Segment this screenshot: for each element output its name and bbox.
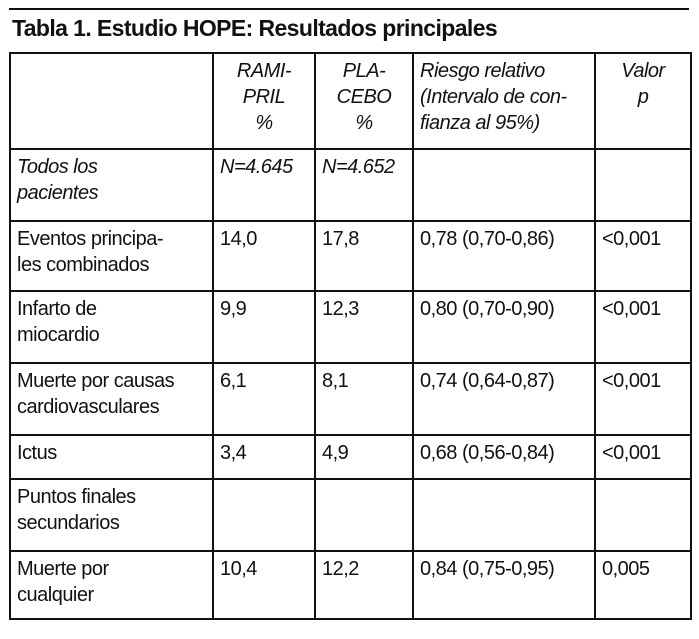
header-valor-p — [595, 53, 691, 149]
row-label-line: secundarios — [17, 512, 120, 534]
header-placebo-line: PLA- — [342, 60, 386, 82]
cell-valor: <0,001 — [595, 221, 691, 291]
header-placebo-line: % — [355, 112, 373, 134]
row-label-line: Muerte por causas — [17, 370, 175, 392]
cell-valor: <0,001 — [595, 435, 691, 479]
results-table — [9, 52, 692, 620]
cell-ramipril: 14,0 — [213, 221, 315, 291]
cell-riesgo: 0,74 (0,64-0,87) — [413, 363, 595, 435]
cell-ramipril: 6,1 — [213, 363, 315, 435]
cell-riesgo: 0,68 (0,56-0,84) — [413, 435, 595, 479]
row-label-line: cardiovasculares — [17, 396, 160, 418]
header-riesgo-line: (Intervalo de con- — [420, 86, 567, 108]
table-row — [10, 291, 691, 363]
cell-valor — [595, 149, 691, 221]
cell-placebo: 8,1 — [315, 363, 413, 435]
row-label-line: les combinados — [17, 254, 149, 276]
cell-riesgo: 0,84 (0,75-0,95) — [413, 551, 595, 619]
header-riesgo-relativo — [413, 53, 595, 149]
row-label-line: miocardio — [17, 324, 100, 346]
header-ramipril — [213, 53, 315, 149]
header-placebo-line: CEBO — [336, 86, 392, 108]
row-label — [10, 291, 213, 363]
row-label — [10, 363, 213, 435]
header-empty — [10, 53, 213, 149]
header-placebo — [315, 53, 413, 149]
cell-placebo: 12,2 — [315, 551, 413, 619]
row-label — [10, 221, 213, 291]
row-label-line: Todos los — [17, 156, 98, 178]
cell-riesgo: 0,78 (0,70-0,86) — [413, 221, 595, 291]
row-label-line: Eventos principa- — [17, 228, 164, 250]
table-row — [10, 221, 691, 291]
cell-placebo: 4,9 — [315, 435, 413, 479]
cell-riesgo — [413, 149, 595, 221]
header-ramipril-line: PRIL — [242, 86, 286, 108]
table-row — [10, 435, 691, 479]
row-label-line: cualquier — [17, 584, 94, 606]
row-label — [10, 149, 213, 221]
cell-valor — [595, 479, 691, 551]
cell-riesgo: 0,80 (0,70-0,90) — [413, 291, 595, 363]
cell-ramipril: 3,4 — [213, 435, 315, 479]
row-label — [10, 435, 213, 479]
cell-ramipril: 9,9 — [213, 291, 315, 363]
row-label — [10, 551, 213, 619]
row-label-line: Infarto de — [17, 298, 97, 320]
cell-ramipril: N=4.645 — [213, 149, 315, 221]
header-row — [10, 53, 691, 149]
table-row — [10, 551, 691, 619]
cell-valor: <0,001 — [595, 363, 691, 435]
cell-riesgo — [413, 479, 595, 551]
cell-ramipril: 10,4 — [213, 551, 315, 619]
cell-placebo: N=4.652 — [315, 149, 413, 221]
row-label-line: Puntos finales — [17, 486, 136, 508]
header-riesgo-line: Riesgo relativo — [420, 60, 545, 82]
row-label-line: pacientes — [17, 182, 99, 204]
cell-placebo — [315, 479, 413, 551]
row-label-line: Muerte por — [17, 558, 109, 580]
header-ramipril-line: RAMI- — [236, 60, 292, 82]
cell-placebo: 12,3 — [315, 291, 413, 363]
row-label-line: Ictus — [17, 442, 57, 464]
table-title: Tabla 1. Estudio HOPE: Resultados principales — [12, 15, 498, 41]
header-valor-line: Valor — [621, 60, 665, 82]
header-ramipril-line: % — [255, 112, 273, 134]
header-valor-line: p — [637, 86, 649, 108]
cell-valor: <0,001 — [595, 291, 691, 363]
top-rule — [9, 8, 689, 10]
cell-ramipril — [213, 479, 315, 551]
header-riesgo-line: fianza al 95%) — [420, 112, 540, 134]
cell-valor: 0,005 — [595, 551, 691, 619]
table-row — [10, 479, 691, 551]
table-row — [10, 149, 691, 221]
table-row — [10, 363, 691, 435]
row-label — [10, 479, 213, 551]
cell-placebo: 17,8 — [315, 221, 413, 291]
